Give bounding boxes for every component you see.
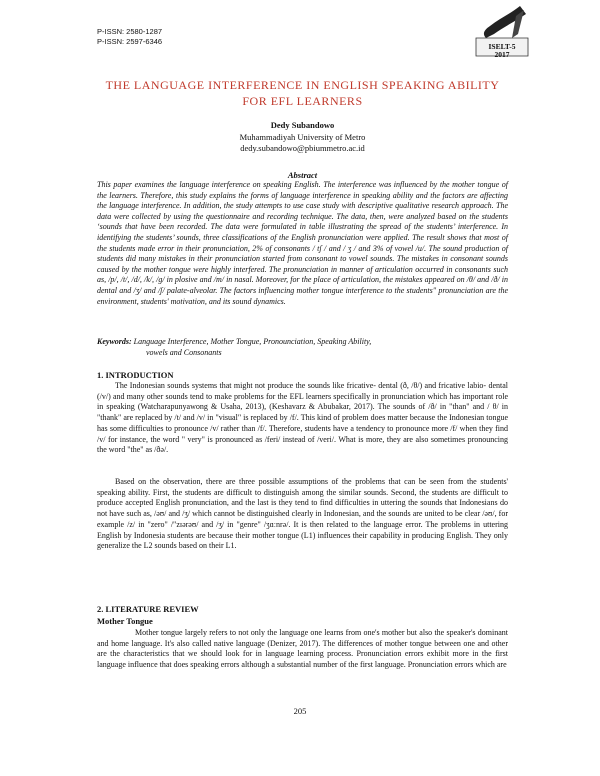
author-affiliation: Muhammadiyah University of Metro <box>239 131 366 142</box>
keywords-line2: vowels and Consonants <box>146 347 222 357</box>
intro-paragraph-1-text: The Indonesian sounds systems that might not produce the sounds like fricative- dental (ð, /θ/) and fricative labio- dental (/v/) and many other sounds tend to make problems for the EFL learners specifically in pronunciation which has important role in speaking (Watcharapunyawong & Usaha, 2013), (Keshavarz & Abubakar, 2017). The sounds of /ð/ in "than" and / θ/ in "thank" are replaced by /t/ and /v/ in "visual" is replaced by /f/. This kind of problem does matter because the Indonesian tongue has some difficulties to pronounce /v/ rather than /f/. Therefore, students have a tendency to pronounce more /f/ when they find /v/ for instance, the word " very" is pronounced as /feri/ instead of /veri/. What is more, they are also sometimes pronouncing the word "the" as /ðə/. <box>97 381 508 455</box>
subheading-mother-tongue: Mother Tongue <box>97 616 153 626</box>
issn-print: P-ISSN: 2580-1287 <box>97 27 163 36</box>
keywords-line1: Language Interference, Mother Tongue, Pronounciation, Speaking Ability, <box>133 337 372 346</box>
logo-label: ISELT-5 <box>488 42 516 51</box>
abstract-text: This paper examines the language interference on speaking English. The interference was influenced by the mother tongue of the learners. Therefore, this study explains the forms of language interference in speaking ability and the factors are affecting the language interference. In addition, the study attempts to use case study with descriptive qualitative research approach. The data were collected by using the questionnaire and recording technique. The data, then, were analyzed based on the students ‘sounds that have been recorded. The data were formulated in table illustrating the spread of the students’ interference. In identifying the students’ sounds, three classifications of the English pronunciation were applied. The result shows that most of the students made error in their pronunciation, 2% of consonants / tʃ / and / ʒ / and 3% of vowel /u/. The sound production of students did many mistakes in their pronunciation started from consonant to vowel sounds. The mistakes in consonant sounds caused by the mother tongue were highly interfered. The pronunciation in manner of articulation occurred in consonants such as, /p/, /t/, /d/, /k/, /g/ in plosive and /m/ in nasal. Moreover, for the place of articulation, the mistakes appeared on /θ/ and /ð/ in dental and /ʒ/ and /ʃ/ palate-alveolar. The factors influencing mother tongue interference to the students" pronunciation are the environment, students' motivation, and its sound dynamics. <box>97 180 508 306</box>
abstract-heading: Abstract <box>287 170 318 180</box>
intro-paragraph-1 <box>97 381 508 456</box>
logo-year: 2017 <box>494 50 510 59</box>
conference-logo <box>470 4 534 72</box>
literature-paragraph-1-text: Mother tongue largely refers to not only the language one learns from one's mother but also the speaker's dominant and home language. It's also called native language (Denizer, 2017). The differences of mother tongue between one and other are the characteristics that we should look for in language learning process. Pronunciation errors exhibit more in the first language influence that does speaking errors although a substantial number of the first language. Pronunciation errors which are <box>97 628 508 670</box>
issn-online: P-ISSN: 2597-6346 <box>97 37 163 46</box>
author-email: dedy.subandowo@pbiummetro.ac.id <box>240 143 365 153</box>
paper-title: THE LANGUAGE INTERFERENCE IN ENGLISH SPEAKING ABILITY FOR EFL LEARNERS <box>105 78 500 108</box>
author-name: Dedy Subandowo <box>270 120 335 130</box>
author-block <box>97 120 508 155</box>
issn-block <box>97 27 162 47</box>
section-heading-introduction: 1. INTRODUCTION <box>97 370 174 380</box>
keywords <box>97 337 508 358</box>
literature-paragraph-1 <box>97 628 508 671</box>
intro-paragraph-2-text: Based on the observation, there are three possible assumptions of the problems that can be seen from the students' speaking ability. First, the students are difficult to distinguish among the similar sounds. Second, the students are difficult to produce accepted English pronunciation, and the last is they tend to find difficulties in uttering the sounds that Indonesians do not have such as, /əʊ/ and /ʒ/ which cannot be distinguished clearly in Indonesian, and the sounds are united to be clear /əʊ/, for example /z/ in "zero" /"zɪərəʊ/ and /ʒ/ in "genre" /ʒɑːnrə/. It is then related to the language error. The problems in uttering English by Indonesia students are because their mother tongue (L1) influences their capability in producing English. They only generalize the L2 sounds based on their L1. <box>97 477 508 551</box>
intro-paragraph-2 <box>97 477 508 552</box>
page-number: 205 <box>293 706 307 716</box>
keywords-label: Keywords: <box>97 337 132 346</box>
section-heading-literature-review: 2. LITERATURE REVIEW <box>97 604 199 614</box>
logo-emblem-icon <box>470 4 534 72</box>
